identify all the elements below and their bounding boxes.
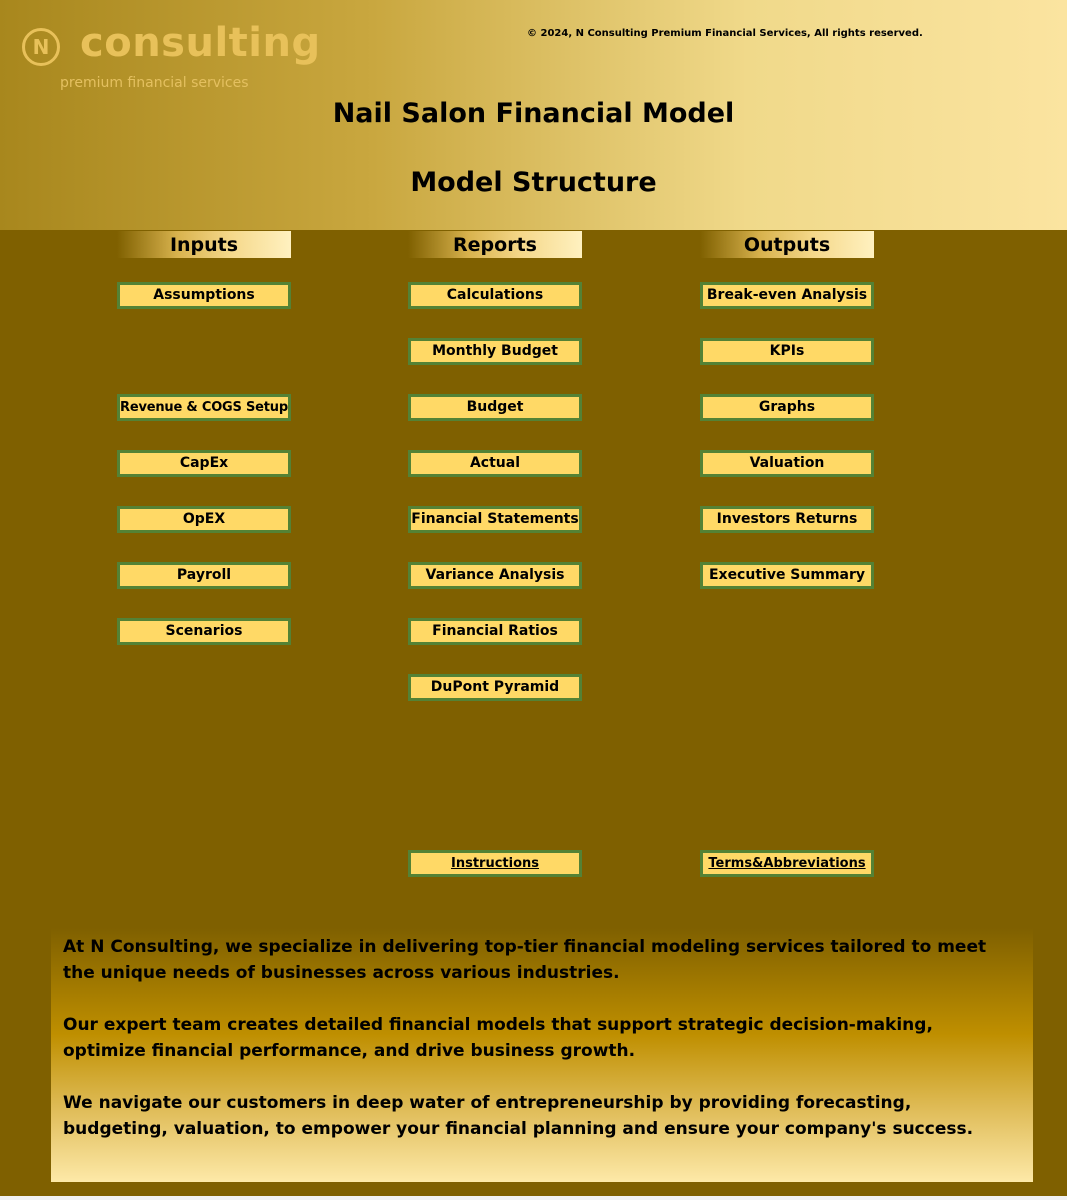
reports-button-variance-analysis[interactable]: Variance Analysis [408, 562, 582, 589]
inputs-button-capex[interactable]: CapEx [117, 450, 291, 477]
reports-heading: Reports [408, 231, 582, 258]
about-paragraph: At N Consulting, we specialize in delivering top-tier financial modeling services tailored to meet the unique needs of businesses across various industries. [63, 937, 987, 983]
sheet-bottom-edge [0, 1196, 1067, 1200]
header-banner [0, 0, 1067, 230]
inputs-heading: Inputs [117, 231, 291, 258]
logo-n-icon: N [22, 28, 60, 66]
about-paragraph: Our expert team creates detailed financial models that support strategic decision-making, optimize financial performance, and drive business growth. [63, 1015, 933, 1061]
reports-button-actual[interactable]: Actual [408, 450, 582, 477]
inputs-button-scenarios[interactable]: Scenarios [117, 618, 291, 645]
about-paragraph: We navigate our customers in deep water of entrepreneurship by providing forecasting, budgeting, valuation, to empower your financial planning and ensure your company's success. [63, 1093, 974, 1139]
page-subtitle: Model Structure [410, 167, 657, 198]
reports-button-financial-statements[interactable]: Financial Statements [408, 506, 582, 533]
reports-button-monthly-budget[interactable]: Monthly Budget [408, 338, 582, 365]
copyright-notice: © 2024, N Consulting Premium Financial Services, All rights reserved. [527, 28, 923, 39]
instructions-link[interactable]: Instructions [408, 850, 582, 877]
inputs-button-revenue-cogs-setup[interactable]: Revenue & COGS Setup [117, 394, 291, 421]
about-panel [51, 928, 1033, 1182]
outputs-heading: Outputs [700, 231, 874, 258]
logo-wordmark: consulting [80, 20, 321, 66]
reports-button-budget[interactable]: Budget [408, 394, 582, 421]
outputs-button-executive-summary[interactable]: Executive Summary [700, 562, 874, 589]
reports-button-calculations[interactable]: Calculations [408, 282, 582, 309]
outputs-button-graphs[interactable]: Graphs [700, 394, 874, 421]
outputs-button-kpis[interactable]: KPIs [700, 338, 874, 365]
logo-tagline: premium financial services [60, 75, 249, 91]
terms-abbreviations-link[interactable]: Terms&Abbreviations [700, 850, 874, 877]
outputs-button-valuation[interactable]: Valuation [700, 450, 874, 477]
outputs-button-investors-returns[interactable]: Investors Returns [700, 506, 874, 533]
page-title: Nail Salon Financial Model [332, 98, 735, 129]
inputs-button-payroll[interactable]: Payroll [117, 562, 291, 589]
reports-button-dupont-pyramid[interactable]: DuPont Pyramid [408, 674, 582, 701]
inputs-button-assumptions[interactable]: Assumptions [117, 282, 291, 309]
reports-button-financial-ratios[interactable]: Financial Ratios [408, 618, 582, 645]
outputs-button-break-even-analysis[interactable]: Break-even Analysis [700, 282, 874, 309]
logo [20, 20, 321, 96]
inputs-button-opex[interactable]: OpEX [117, 506, 291, 533]
